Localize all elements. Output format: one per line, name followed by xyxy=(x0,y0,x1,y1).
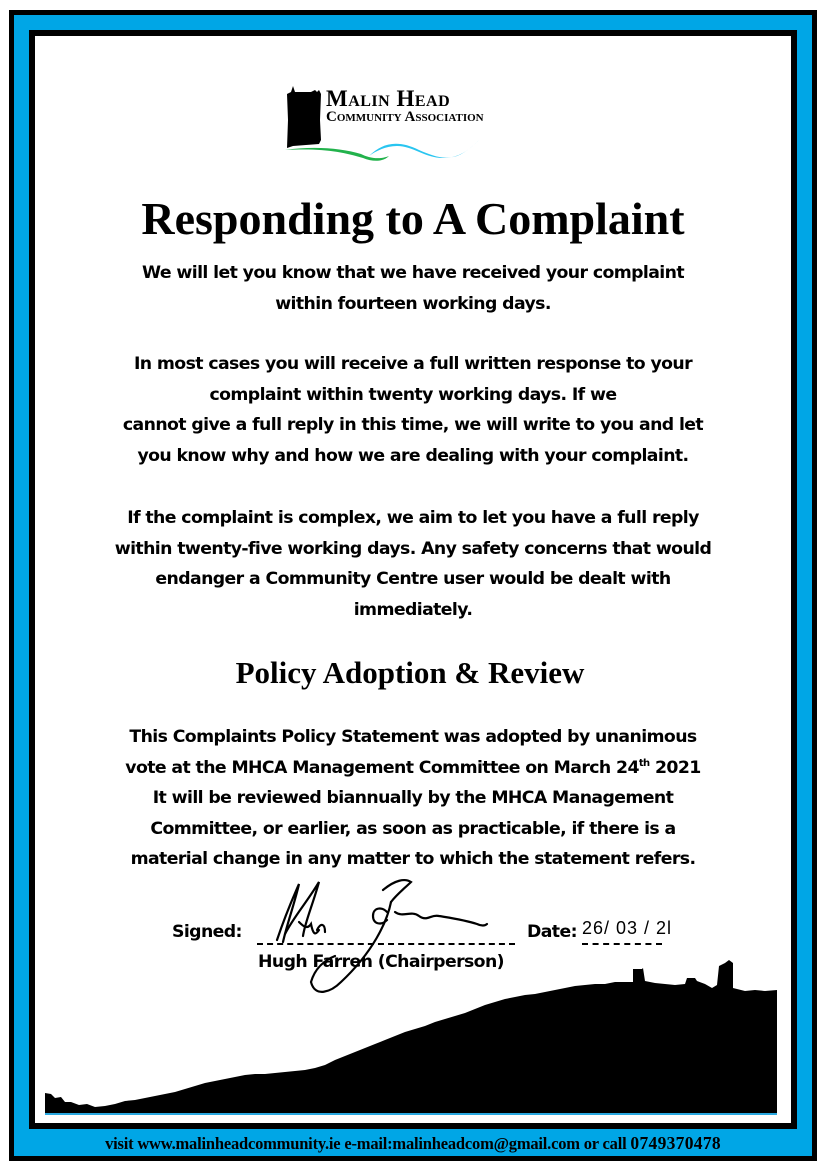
date-line xyxy=(582,943,662,945)
text-line: complaint within twenty working days. If we xyxy=(209,384,617,405)
paragraph-adoption xyxy=(60,722,766,875)
date-value: 26/ 03 / 2l xyxy=(582,918,673,938)
text-line: We will let you know that we have received your complaint xyxy=(142,263,684,283)
signed-label: Signed: xyxy=(172,922,242,942)
text-line: within fourteen working days. xyxy=(275,293,551,314)
text-line: within twenty-five working days. Any safety concerns that would xyxy=(114,538,712,559)
footer-contact xyxy=(0,1131,826,1156)
malin-head-landscape xyxy=(45,960,777,1115)
text-line: vote at the MHCA Management Committee on March 24 xyxy=(125,757,639,778)
signatory-name: Hugh Farren (Chairperson) xyxy=(258,952,504,972)
paragraph-acknowledgement xyxy=(60,258,766,319)
section-heading: Policy Adoption & Review xyxy=(235,655,585,690)
text-line: immediately. xyxy=(353,599,473,620)
paragraph-complex xyxy=(60,503,766,625)
date-label: Date: xyxy=(527,922,577,942)
text-line: material change in any matter to which the statement refers. xyxy=(130,849,696,869)
text-line: This Complaints Policy Statement was adopted by unanimous xyxy=(129,727,697,747)
text-line-with-date xyxy=(60,753,766,784)
mhca-logo xyxy=(283,80,553,170)
text-line: you know why and how we are dealing with your complaint. xyxy=(137,445,689,466)
footer-text: visit www.malinheadcommunity.ie e-mail:malinheadcom@gmail.com or call xyxy=(105,1134,631,1153)
paragraph-response xyxy=(60,349,766,471)
text-line: Committee, or earlier, as soon as practicable, if there is a xyxy=(150,818,676,839)
text-line: In most cases you will receive a full written response to your xyxy=(133,354,693,374)
page-title: Responding to A Complaint xyxy=(141,193,685,244)
footer-phone: 0749370478 xyxy=(630,1133,721,1153)
logo-title: Malin Head xyxy=(326,86,451,111)
text-line: If the complaint is complex, we aim to let you have a full reply xyxy=(127,508,699,528)
logo-subtitle: Community Association xyxy=(326,109,484,125)
ordinal-suffix: th xyxy=(638,757,650,769)
text-line: cannot give a full reply in this time, we will write to you and let xyxy=(122,415,704,435)
adoption-year: 2021 xyxy=(649,757,701,778)
text-line: endanger a Community Centre user would be dealt with xyxy=(155,569,671,589)
text-line: It will be reviewed biannually by the MHCA Management xyxy=(152,788,674,808)
